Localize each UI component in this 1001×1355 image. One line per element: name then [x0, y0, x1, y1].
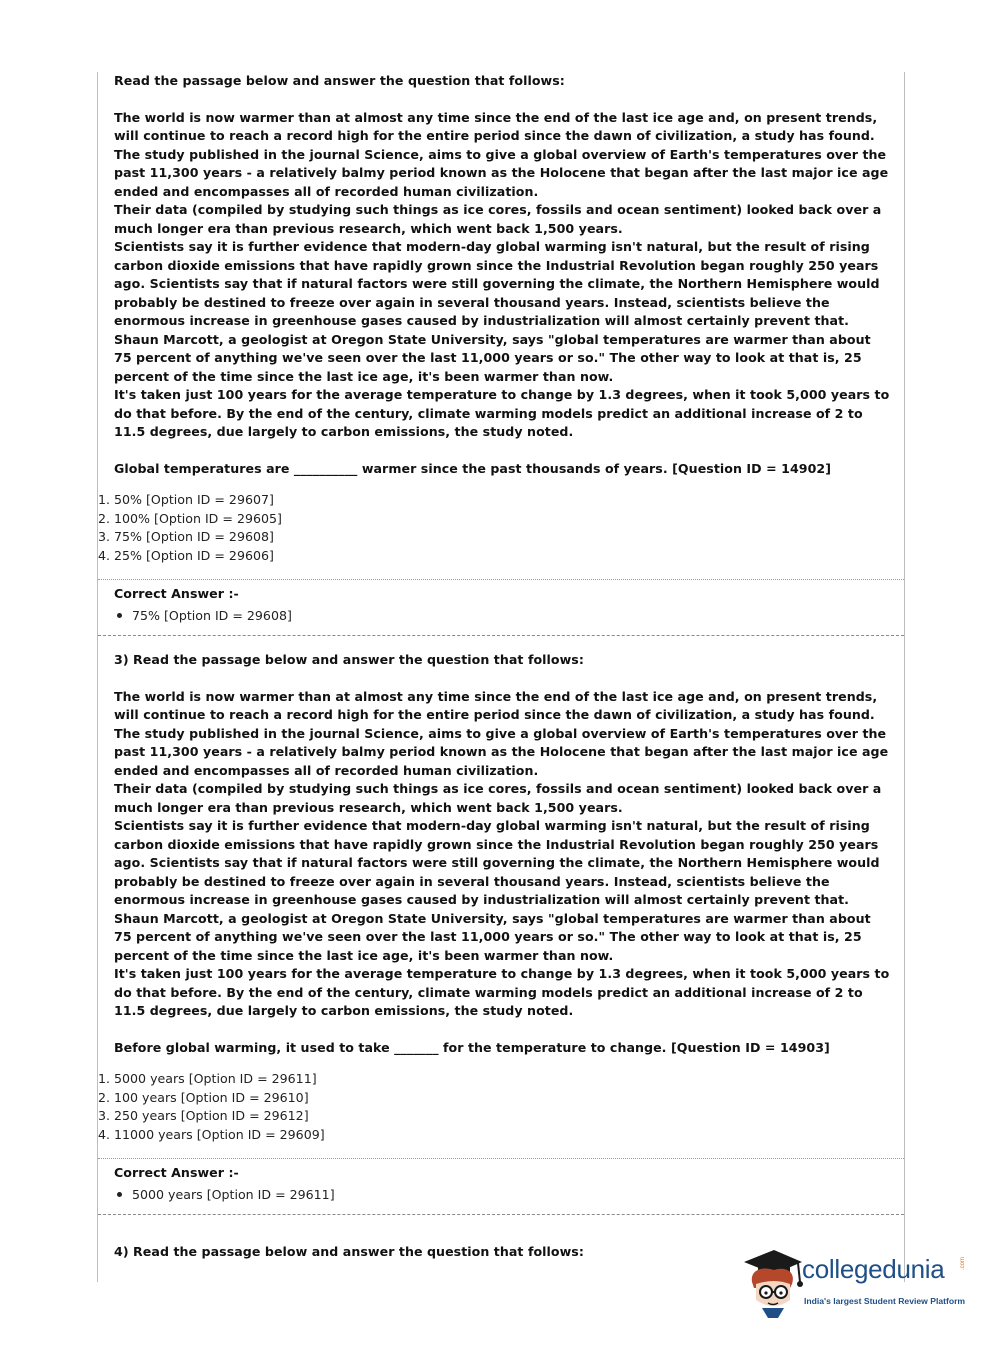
passage-paragraph: The study published in the journal Science, aims to give a global overview of Earth's temperatures over the past 11,300 years - a relatively balmy period known as the Holocene that began after the last major ice age ended and encompasses all of recorded human civilization. — [114, 725, 889, 778]
passage — [98, 109, 904, 442]
option-item: 2. 100 years [Option ID = 29610] — [98, 1089, 309, 1105]
brand-tagline: India's largest Student Review Platform — [804, 1296, 966, 1306]
option-item: 1. 5000 years [Option ID = 29611] — [98, 1071, 317, 1086]
correct-answer-block-3 — [98, 1164, 904, 1204]
passage-paragraph: It's taken just 100 years for the average temperature to change by 1.3 degrees, when it took 5,000 years to do that before. By the end of the century, climate warming models predict an additional increase of 2 to 11.5 degrees, due largely to carbon emissions, the study noted. — [114, 387, 890, 439]
correct-answer-text: 5000 years [Option ID = 29611] — [132, 1186, 335, 1202]
graduate-mascot-icon — [740, 1248, 804, 1320]
question-text: Global temperatures are __________ warmer since the past thousands of years. [Question ID = 14902] — [114, 460, 832, 476]
option-item: 3. 75% [Option ID = 29608] — [98, 529, 274, 544]
passage — [98, 688, 904, 1021]
correct-answer-label: Correct Answer :- — [114, 1165, 239, 1180]
option-item: 4. 25% [Option ID = 29606] — [98, 547, 274, 563]
correct-answer-item — [98, 1186, 904, 1205]
option-item: 3. 250 years [Option ID = 29612] — [98, 1108, 309, 1123]
passage-paragraph: The world is now warmer than at almost any time since the end of the last ice age and, on present trends, will continue to reach a record high for the entire period since the dawn of civilization, a study has found. — [114, 688, 878, 722]
divider — [98, 1158, 904, 1159]
passage-paragraph: The study published in the journal Science, aims to give a global overview of Earth's temperatures over the past 11,300 years - a relatively balmy period known as the Holocene that began after the last major ice age ended and encompasses all of recorded human civilization. — [114, 146, 889, 199]
question-heading: 3) Read the passage below and answer the question that follows: — [114, 652, 584, 667]
question-heading: 4) Read the passage below and answer the question that follows: — [114, 1244, 584, 1259]
option-item: 2. 100% [Option ID = 29605] — [98, 510, 282, 526]
question-block-3 — [98, 651, 904, 1144]
question-heading: Read the passage below and answer the question that follows: — [114, 73, 565, 88]
correct-answer-text: 75% [Option ID = 29608] — [132, 607, 292, 623]
correct-answer-label: Correct Answer :- — [114, 586, 239, 601]
divider — [98, 579, 904, 580]
bullet-icon — [117, 613, 122, 618]
question-paper-sheet — [97, 72, 905, 1282]
question-separator — [98, 635, 904, 636]
brand-domain: .com — [960, 1257, 966, 1271]
passage-paragraph: Scientists say it is further evidence that modern-day global warming isn't natural, but the result of rising carbon dioxide emissions that have rapidly grown since the Industrial Revolution began roughly 250 years ago. Scientists say that if natural factors were still governing the climate, the Northern Hemisphere would probably be destined to freeze over again in several thousand years. Instead, scientists believe the enormous increase in greenhouse gases caused by industrialization will almost certainly prevent that. — [114, 818, 880, 907]
option-item: 4. 11000 years [Option ID = 29609] — [98, 1126, 325, 1142]
question-separator — [98, 1214, 904, 1215]
passage-paragraph: Their data (compiled by studying such things as ice cores, fossils and ocean sentiment) looked back over a much longer era than previous research, which went back 1,500 years. — [114, 781, 882, 815]
question-block-2 — [98, 72, 904, 565]
correct-answer-block-2 — [98, 585, 904, 625]
passage-paragraph: Their data (compiled by studying such things as ice cores, fossils and ocean sentiment) looked back over a much longer era than previous research, which went back 1,500 years. — [114, 202, 882, 236]
brand-name: collegedunia — [802, 1254, 945, 1284]
option-item: 1. 50% [Option ID = 29607] — [98, 492, 274, 507]
correct-answer-item — [98, 607, 904, 626]
passage-paragraph: Shaun Marcott, a geologist at Oregon State University, says "global temperatures are warmer than about 75 percent of anything we've seen over the last 11,000 years or so." The other way to look at that is, 25 percent of the time since the last ice age, it's been warmer than now. — [114, 331, 871, 384]
passage-paragraph: Scientists say it is further evidence that modern-day global warming isn't natural, but the result of rising carbon dioxide emissions that have rapidly grown since the Industrial Revolution began roughly 250 years ago. Scientists say that if natural factors were still governing the climate, the Northern Hemisphere would probably be destined to freeze over again in several thousand years. Instead, scientists believe the enormous increase in greenhouse gases caused by industrialization will almost certainly prevent that. — [114, 239, 880, 328]
collegedunia-logo — [740, 1248, 980, 1320]
passage-paragraph: It's taken just 100 years for the average temperature to change by 1.3 degrees, when it took 5,000 years to do that before. By the end of the century, climate warming models predict an additional increase of 2 to 11.5 degrees, due largely to carbon emissions, the study noted. — [114, 966, 890, 1018]
options-list — [98, 1070, 904, 1144]
question-text: Before global warming, it used to take _______ for the temperature to change. [Question ID = 14903] — [114, 1039, 830, 1055]
bullet-icon — [117, 1192, 122, 1197]
passage-paragraph: Shaun Marcott, a geologist at Oregon State University, says "global temperatures are warmer than about 75 percent of anything we've seen over the last 11,000 years or so." The other way to look at that is, 25 percent of the time since the last ice age, it's been warmer than now. — [114, 910, 871, 963]
passage-paragraph: The world is now warmer than at almost any time since the end of the last ice age and, on present trends, will continue to reach a record high for the entire period since the dawn of civilization, a study has found. — [114, 109, 878, 143]
options-list — [98, 491, 904, 565]
